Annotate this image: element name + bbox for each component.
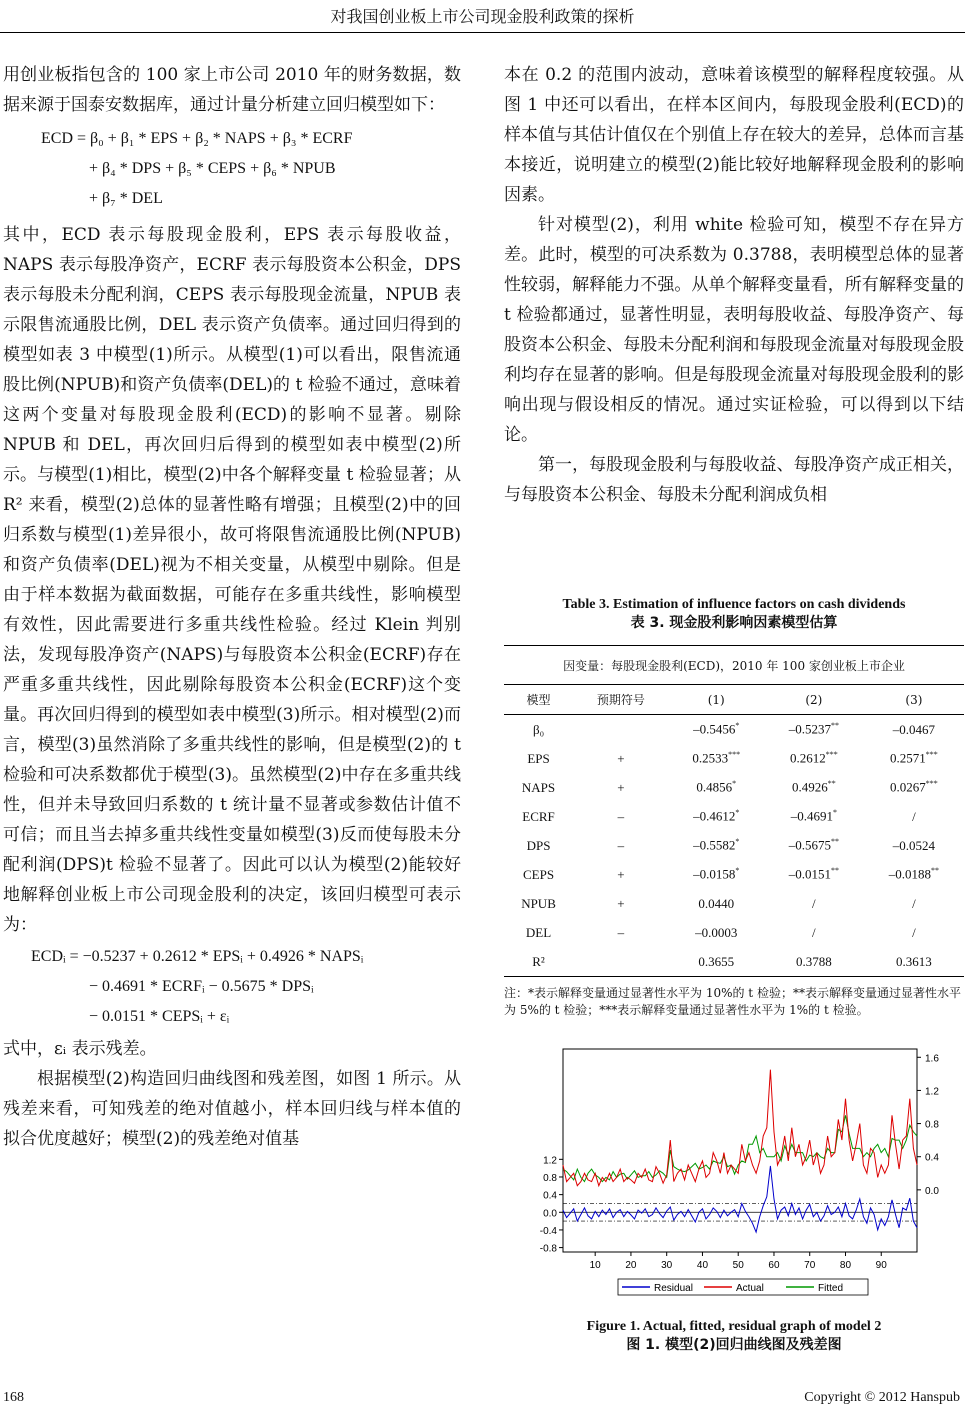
table-header-cell: (1) bbox=[669, 685, 764, 715]
right-column bbox=[504, 60, 964, 510]
series-line-actual bbox=[563, 1070, 917, 1186]
table-caption: 因变量：每股现金股利(ECD)，2010 年 100 家创业板上市企业 bbox=[504, 646, 964, 685]
figure-caption bbox=[504, 1318, 964, 1354]
regression-equation-line-2: − 0.4691 * ECRFᵢ − 0.5675 * DPSᵢ bbox=[89, 978, 314, 995]
table-title-en: Table 3. Estimation of influence factors on cash dividends bbox=[562, 597, 906, 612]
left-axis-label: 0.0 bbox=[543, 1208, 557, 1220]
table-note: 注：*表示解释变量通过显著性水平为 10%的 t 检验；**表示解释变量通过显著性水平为 5%的 t 检验；***表示解释变量通过显著性水平为 1%的 t 检验。 bbox=[504, 986, 961, 1017]
left-paragraph-2: 其中，ECD 表示每股现金股利，EPS 表示每股收益，NAPS 表示每股净资产，ECRF 表示每股资本公积金，DPS 表示每股未分配利润，CEPS 表示每股现金流量，NPUB 表示限售流通股比例，DEL 表示资产负债率。通过回归得到的模型如表 3 中模型(1)所示。从模型(1)可以看出，限售流通股比例(NPUB)和资产负债率(DEL)的 t 检验不通过，意味着这两个变量对每股现金股利(ECD)的影响不显著。剔除 NPUB 和 DEL，再次回归后得到的模型如表中模型(2)所示。与模型(1)相比，模型(2)中各个解释变量 t 检验显著；从 R² 来看，模型(2)总体的显著性略有增强；且模型(2)中的回归系数与模型(1)差异很小，故可将限售流通股比例(NPUB)和资产负债率(DEL)视为不相关变量，从模型中剔除。但是由于样本数据为截面数据，可能存在多重共线性，影响模型有效性，因此需要进行多重共线性检验。经过 Klein 判别法，发现每股净资产(NAPS)与每股资本公积金(ECRF)存在严重多重共线性，因此剔除每股资本公积金(ECRF)这个变量。再次回归得到的模型如表中模型(3)所示。相对模型(2)而言，模型(3)虽然消除了多重共线性的影响，但是模型(2)的 t 检验和可决系数都优于模型(3)。虽然模型(2)中存在多重共线性，但并未导致回归系数的 t 统计量不显著或参数估计值不可信；而且当去掉多重共线性变量如模型(3)反而使每股未分配利润(DPS)t 检验不显著了。因此可以认为模型(2)能较好地解释创业板上市公司现金股利的决定，该回归模型可表示为： bbox=[3, 225, 461, 935]
model-equation-line-2: + β₄ * DPS + β₅ * CEPS + β₆ * NPUB bbox=[89, 160, 336, 177]
table-row bbox=[504, 889, 964, 918]
table-row bbox=[504, 773, 964, 802]
right-axis-label: 0.4 bbox=[925, 1152, 939, 1164]
left-axis-label: 0.8 bbox=[543, 1172, 557, 1184]
table-row bbox=[504, 744, 964, 773]
left-paragraph-3: 式中，εᵢ 表示残差。 bbox=[3, 1039, 157, 1059]
right-axis-label: 1.2 bbox=[925, 1086, 939, 1098]
x-axis-label: 60 bbox=[768, 1260, 780, 1271]
table-cell: NAPS bbox=[521, 779, 556, 795]
series-line-fitted bbox=[563, 1115, 917, 1181]
table-row bbox=[504, 947, 964, 977]
table-cell: DEL bbox=[525, 924, 552, 940]
x-axis-label: 20 bbox=[625, 1260, 637, 1271]
table-cell: + bbox=[617, 779, 625, 795]
table-title-zh: 表 3. 现金股利影响因素模型估算 bbox=[630, 615, 838, 631]
table-cell: –0.4691* bbox=[790, 808, 837, 824]
table-cell: –0.0003 bbox=[695, 924, 738, 940]
x-axis-label: 40 bbox=[696, 1260, 709, 1271]
table-cell: –0.0151** bbox=[788, 866, 839, 882]
table-row bbox=[504, 831, 964, 860]
right-axis-label: 0.8 bbox=[925, 1119, 939, 1131]
table-cell: 0.2571*** bbox=[890, 750, 938, 766]
table-cell: – bbox=[617, 808, 625, 824]
table-cell: 0.2612*** bbox=[789, 750, 838, 766]
table-cell: –0.5582* bbox=[693, 837, 740, 853]
x-axis-label: 90 bbox=[875, 1260, 887, 1271]
left-paragraph-4: 根据模型(2)构造回归曲线图和残差图，如图 1 所示。从残差来看，可知残差的绝对值越小，样本回归线与样本值的拟合优度越好；模型(2)的残差绝对值基 bbox=[3, 1069, 461, 1149]
table-row bbox=[504, 715, 964, 745]
table-cell: –0.0467 bbox=[892, 721, 936, 737]
table-cell: – bbox=[617, 837, 625, 853]
table-cell: NPUB bbox=[521, 895, 556, 911]
table-cell: / bbox=[912, 808, 916, 824]
table-cell bbox=[573, 715, 669, 745]
estimation-table bbox=[504, 645, 964, 977]
table-cell: CEPS bbox=[522, 866, 555, 882]
table-cell: / bbox=[912, 895, 916, 911]
residual-chart bbox=[520, 1037, 960, 1312]
table-cell: –0.0188** bbox=[888, 866, 940, 882]
regression-equation bbox=[31, 942, 461, 1032]
table-cell: R² bbox=[504, 947, 573, 977]
table-row bbox=[504, 918, 964, 947]
right-axis-label: 1.6 bbox=[925, 1053, 939, 1065]
legend-label: Residual bbox=[654, 1283, 693, 1294]
model-equation bbox=[41, 124, 461, 214]
legend-label: Actual bbox=[736, 1283, 764, 1294]
figure-caption-zh: 图 1. 模型(2)回归曲线图及残差图 bbox=[626, 1337, 842, 1353]
table-cell: –0.5237** bbox=[788, 721, 839, 737]
table-cell: 0.0440 bbox=[698, 895, 735, 911]
table-cell: + bbox=[617, 866, 625, 882]
table-cell: –0.5675** bbox=[788, 837, 839, 853]
table-cell: –0.0158* bbox=[693, 866, 740, 882]
copyright: Copyright © 2012 Hanspub bbox=[804, 1390, 960, 1405]
table-header-cell: (2) bbox=[764, 685, 864, 715]
table-cell: β₀ bbox=[532, 721, 545, 737]
left-axis-label: -0.4 bbox=[539, 1225, 557, 1237]
left-paragraph-1: 用创业板指包含的 100 家上市公司 2010 年的财务数据，数据来源于国泰安数据库，通过计量分析建立回归模型如下： bbox=[3, 65, 461, 115]
left-axis-label: 1.2 bbox=[543, 1155, 557, 1167]
table-header-cell: 预期符号 bbox=[573, 685, 669, 715]
regression-equation-line-3: − 0.0151 * CEPSᵢ + εᵢ bbox=[89, 1008, 230, 1025]
table-row bbox=[504, 860, 964, 889]
model-equation-line-3: + β₇ * DEL bbox=[89, 190, 163, 207]
figure-caption-en: Figure 1. Actual, fitted, residual graph of model 2 bbox=[586, 1319, 882, 1334]
table-cell: – bbox=[617, 924, 625, 940]
x-axis-label: 50 bbox=[732, 1260, 744, 1271]
right-paragraph-2: 针对模型(2)，利用 white 检验可知，模型不存在异方差。此时，模型的可决系数为 0.3788，表明模型总体的显著性较弱，解释能力不强。从单个解释变量看，所有解释变量的 t 检验都通过，显著性明显，表明每股收益、每股净资产、每股资本公积金、每股未分配利润和每股现金流量对每股现金股利均存在显著的影响。但是每股现金流量对每股现金股利的影响出现与假设相反的情况。通过实证检验，可以得到以下结论。 bbox=[504, 215, 964, 445]
left-axis-label: -0.8 bbox=[539, 1243, 557, 1255]
x-axis-label: 30 bbox=[661, 1260, 673, 1271]
table-cell: 0.4926** bbox=[791, 779, 836, 795]
header-rule bbox=[0, 32, 965, 33]
table-row bbox=[504, 802, 964, 831]
x-axis-label: 10 bbox=[589, 1260, 601, 1271]
table-cell: 0.3788 bbox=[764, 947, 864, 977]
table-cell: DPS bbox=[526, 837, 551, 853]
left-axis-label: 0.4 bbox=[543, 1190, 557, 1202]
table-cell: / bbox=[912, 924, 916, 940]
table-cell: + bbox=[617, 895, 625, 911]
regression-equation-line-1: ECDᵢ = −0.5237 + 0.2612 * EPSᵢ + 0.4926 * NAPSᵢ bbox=[31, 948, 364, 965]
table-title bbox=[504, 596, 964, 632]
page-number: 168 bbox=[3, 1390, 24, 1405]
running-header: 对我国创业板上市公司现金股利政策的探析 bbox=[330, 7, 635, 26]
table-cell: ECRF bbox=[522, 808, 555, 824]
table-cell: 0.3613 bbox=[864, 947, 964, 977]
table-cell: / bbox=[812, 924, 816, 940]
table-cell: –0.0524 bbox=[892, 837, 936, 853]
plot-frame bbox=[563, 1049, 917, 1252]
right-axis-label: 0.0 bbox=[925, 1185, 939, 1197]
right-paragraph-1: 本在 0.2 的范围内波动，意味着该模型的解释程度较强。从图 1 中还可以看出，在样本区间内，每股现金股利(ECD)的样本值与其估计值仅在个别值上存在较大的差异，总体而言基本接近，说明建立的模型(2)能比较好地解释现金股利的影响因素。 bbox=[504, 65, 964, 205]
table-cell: –0.4612* bbox=[693, 808, 740, 824]
table-cell bbox=[573, 947, 669, 977]
model-equation-line-1: ECD = β₀ + β₁ * EPS + β₂ * NAPS + β₃ * ECRF bbox=[41, 130, 353, 147]
x-axis-label: 70 bbox=[804, 1260, 816, 1271]
table-header-row bbox=[504, 685, 964, 715]
left-column bbox=[3, 60, 461, 1154]
table-body bbox=[504, 715, 964, 977]
table-cell: EPS bbox=[527, 750, 550, 766]
table-header-cell: (3) bbox=[864, 685, 964, 715]
table-cell: 0.3655 bbox=[669, 947, 764, 977]
table-cell: 0.2533*** bbox=[692, 750, 741, 766]
x-axis-label: 80 bbox=[839, 1260, 852, 1271]
table-cell: + bbox=[617, 750, 625, 766]
table-cell: 0.4856* bbox=[696, 779, 737, 795]
legend-label: Fitted bbox=[818, 1283, 844, 1294]
right-paragraph-3: 第一，每股现金股利与每股收益、每股净资产成正相关，与每股资本公积金、每股未分配利润成负相 bbox=[504, 455, 964, 505]
table-cell: / bbox=[812, 895, 816, 911]
table-header-cell: 模型 bbox=[504, 685, 573, 715]
table-cell: 0.0267*** bbox=[890, 779, 938, 795]
table-cell: –0.5456* bbox=[693, 721, 740, 737]
